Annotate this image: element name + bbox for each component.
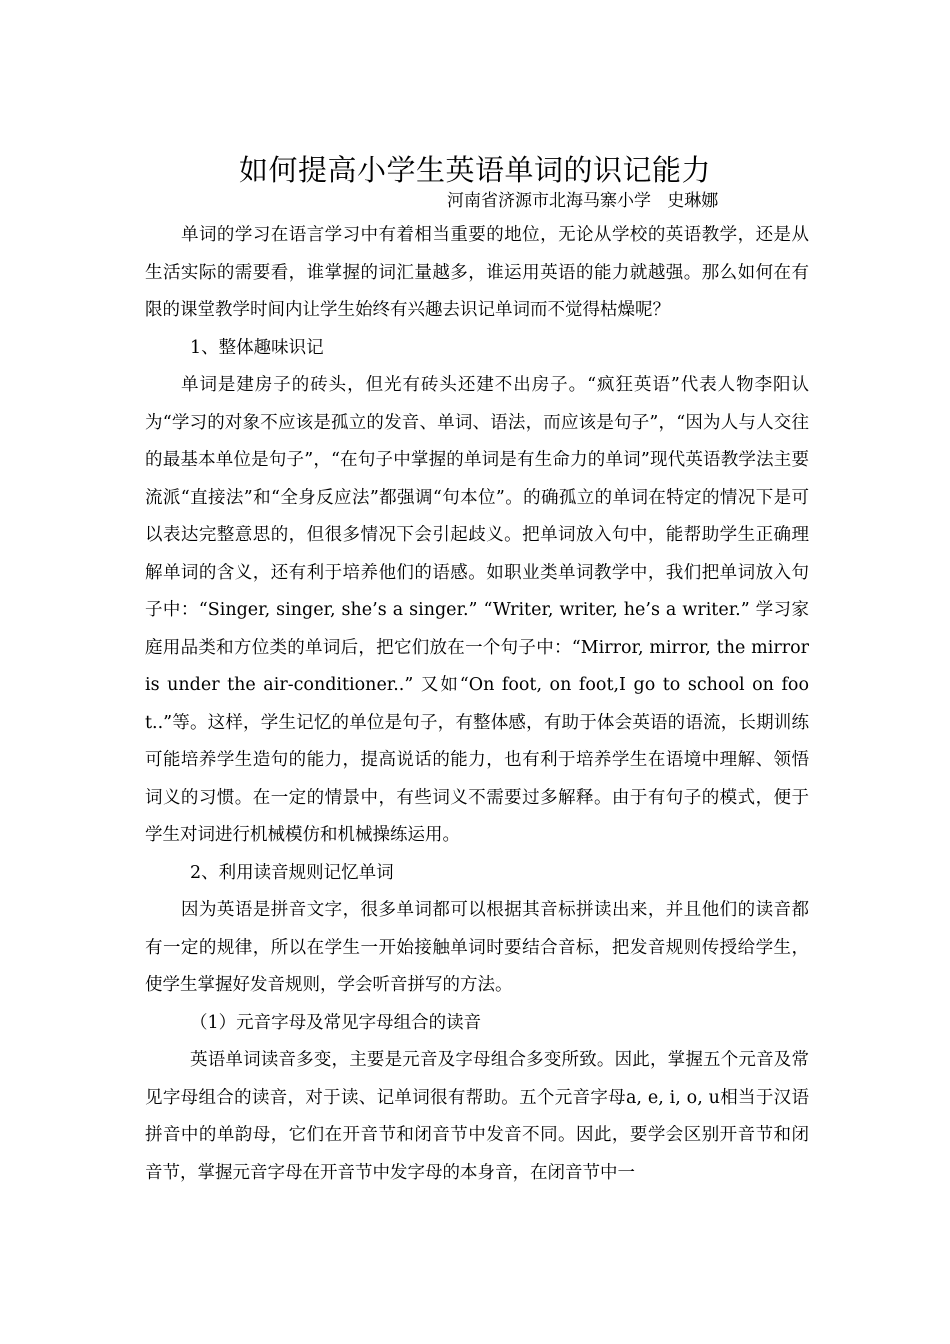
document-body <box>145 217 809 1192</box>
document-title: 如何提高小学生英语单词的识记能力 <box>238 153 711 188</box>
intro-paragraph: 单词的学习在语言学习中有着相当重要的地位，无论从学校的英语教学，还是从生活实际的需要看，谁掌握的词汇量越多，谁运用英语的能力就越强。那么如何在有限的课堂教学时间内让学生始终有兴趣去识记单词而不觉得枯燥呢？ <box>145 225 809 320</box>
author-line: 河南省济源市北海马寨小学 史琳娜 <box>447 191 719 211</box>
section-1-paragraph: 单词是建房子的砖头，但光有砖头还建不出房子。“疯狂英语”代表人物李阳认为“学习的对象不应该是孤立的发音、单词、语法，而应该是句子”，“因为人与人交往的最基本单位是句子”，“在句子中掌握的单词是有生命力的单词”现代英语教学法主要流派“直接法”和“全身反应法”都强调“句本位”。的确孤立的单词在特定的情况下是可以表达完整意思的，但很多情况下会引起歧义。把单词放入句中，能帮助学生正确理解单词的含义，还有利于培养他们的语感。如职业类单词教学中，我们把单词放入句子中：“Singer, singer, she’s a singer.” “Writer, writer, he’s a writer.” 学习家庭用品类和方位类的单词后，把它们放在一个句子中：“Mirror, mirror, the mirror is under the air-conditioner..” 又如“On foot, on foot,I go to school on foot..”等。这样，学生记忆的单位是句子，有整体感，有助于体会英语的语流，长期训练可能培养学生造句的能力，提高说话的能力，也有利于培养学生在语境中理解、领悟词义的习惯。在一定的情景中，有些词义不需要过多解释。由于有句子的模式，便于学生对词进行机械模仿和机械操练运用。 <box>145 375 809 845</box>
section-heading-2: 2、利用读音规则记忆单词 <box>190 862 394 883</box>
subsection-1-paragraph: 英语单词读音多变，主要是元音及字母组合多变所致。因此，掌握五个元音及常见字母组合的读音，对于读、记单词很有帮助。五个元音字母a, e, i, o, u相当于汉语拼音中的单韵母，它们在开音节和闭音节中发音不同。因此，要学会区别开音节和闭音节，掌握元音字母在开音节中发字母的本身音，在闭音节中一 <box>145 1050 809 1183</box>
section-2-paragraph: 因为英语是拼音文字，很多单词都可以根据其音标拼读出来，并且他们的读音都有一定的规律，所以在学生一开始接触单词时要结合音标，把发音规则传授给学生，使学生掌握好发音规则，学会听音拼写的方法。 <box>145 900 809 995</box>
section-heading-1: 1、整体趣味识记 <box>190 337 324 358</box>
subsection-heading-1: （1）元音字母及常见字母组合的读音 <box>190 1012 482 1033</box>
